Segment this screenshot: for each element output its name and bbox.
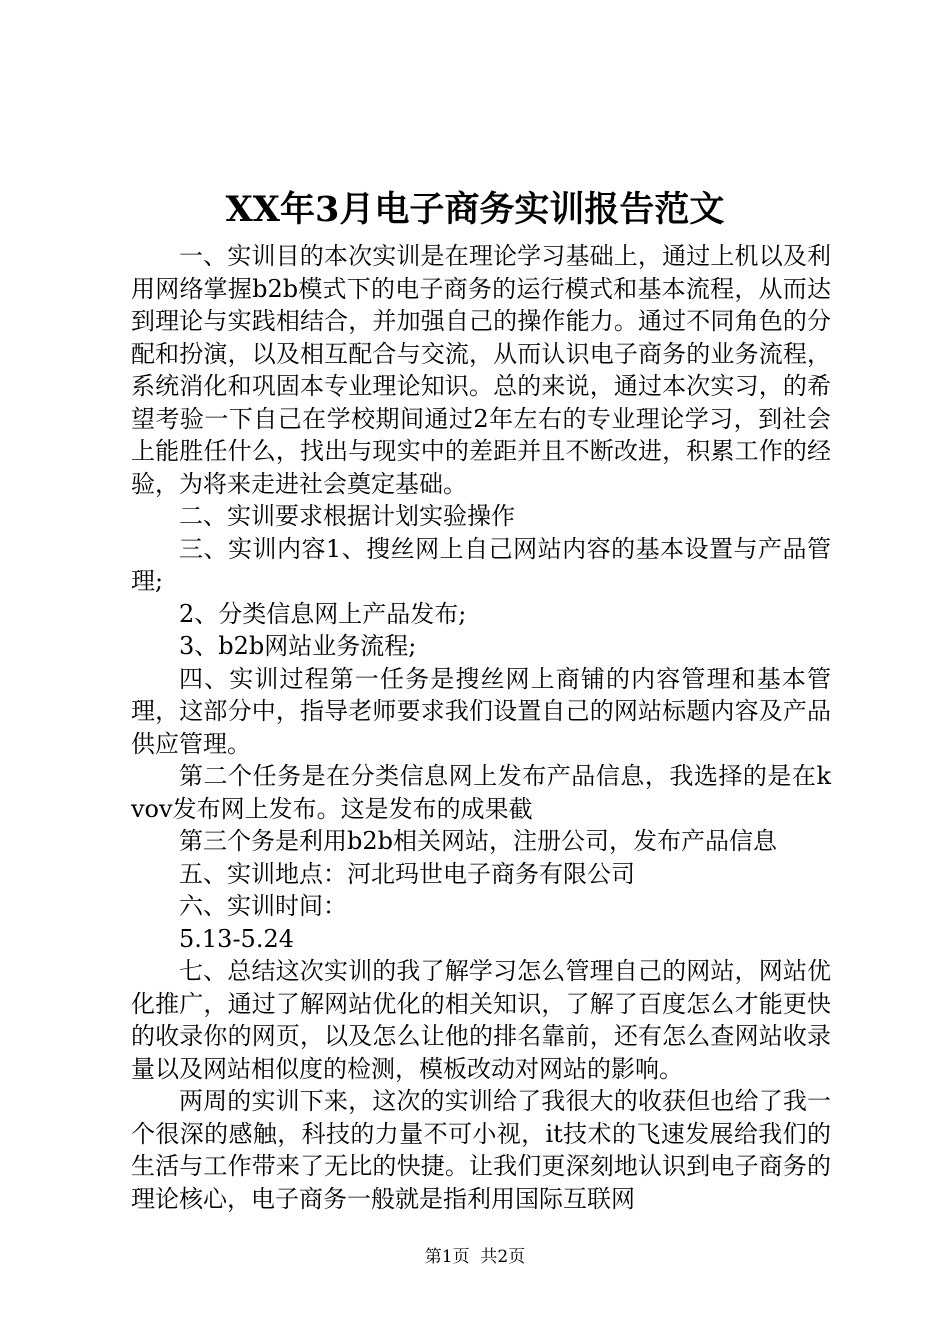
paragraph: 七、总结这次实训的我了解学习怎么管理自己的网站，网站优化推广，通过了解网站优化的相关知识，了解了百度怎么才能更快的收录你的网页，以及怎么让他的排名靠前，还有怎么查网站收录量以及网站相似度的检测，模板改动对网站的影响。: [131, 957, 831, 1083]
paragraph: 三、实训内容1、搜丝网上自己网站内容的基本设置与产品管理;: [131, 534, 831, 595]
page-count: 共2页: [480, 1247, 526, 1267]
paragraph: 5.13-5.24: [179, 924, 294, 953]
page-title: XX年3月电子商务实训报告范文: [225, 189, 725, 230]
paragraph: 四、实训过程第一任务是搜丝网上商铺的内容管理和基本管理，这部分中，指导老师要求我们设置自己的网站标题内容及产品供应管理。: [131, 664, 831, 758]
paragraph: 2、分类信息网上产品发布;: [179, 599, 467, 628]
paragraph: 3、b2b网站业务流程;: [179, 632, 417, 660]
footer-spacer: [470, 1247, 481, 1267]
paragraph: 一、实训目的本次实训是在理论学习基础上，通过上机以及利用网络掌握b2b模式下的电子商务的运行模式和基本流程，从而达到理论与实践相结合，并加强自己的操作能力。通过不同角色的分配和扮演，以及相互配合与交流，从而认识电子商务的业务流程，系统消化和巩固本专业理论知识。总的来说，通过本次实习，的希望考验一下自己在学校期间通过2年左右的专业理论学习，到社会上能胜任什么，找出与现实中的差距并且不断改进，积累工作的经验，为将来走进社会奠定基础。: [131, 242, 831, 498]
paragraph: 两周的实训下来，这次的实训给了我很大的收获但也给了我一个很深的感触，科技的力量不可小视，it技术的飞速发展给我们的生活与工作带来了无比的快捷。让我们更深刻地认识到电子商务的理论核心，电子商务一般就是指利用国际互联网: [131, 1087, 831, 1213]
paragraph: 六、实训时间：: [179, 892, 347, 920]
paragraph: 第三个务是利用b2b相关网站，注册公司，发布产品信息: [179, 827, 777, 855]
page-number: 第1页: [424, 1247, 470, 1267]
page-footer: [0, 1245, 950, 1269]
paragraph: 五、实训地点：河北玛世电子商务有限公司: [179, 859, 635, 888]
document-body: [131, 240, 831, 1215]
paragraph: 第二个任务是在分类信息网上发布产品信息，我选择的是在kvov发布网上发布。这是发布的成果截: [131, 762, 831, 823]
paragraph: 二、实训要求根据计划实验操作: [179, 502, 515, 530]
